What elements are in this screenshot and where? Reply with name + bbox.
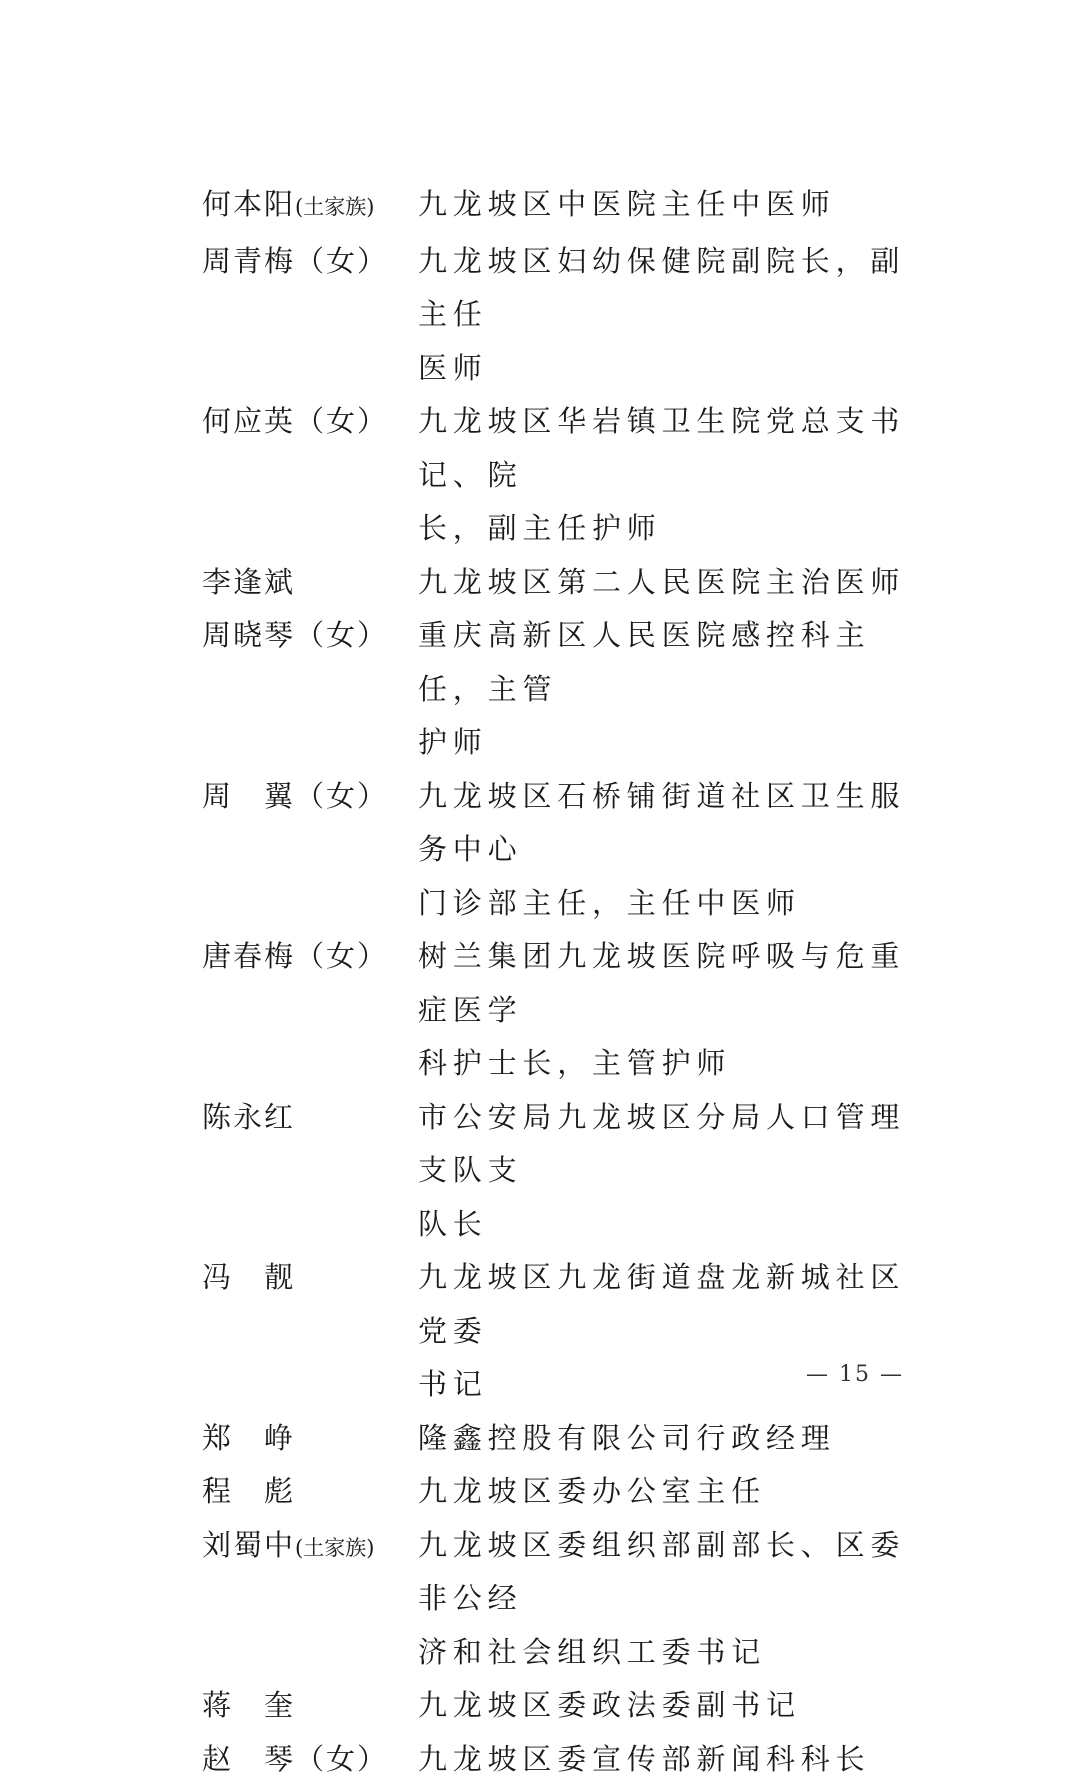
person-position: 市公安局九龙坡区分局人口管理支队支 队长 xyxy=(418,1091,938,1252)
list-item xyxy=(202,1412,942,1466)
list-item xyxy=(202,235,942,396)
ethnicity-note: (土家族) xyxy=(295,195,374,219)
person-position: 九龙坡区委办公室主任 xyxy=(418,1465,938,1519)
person-position: 隆鑫控股有限公司行政经理 xyxy=(418,1412,938,1466)
list-item xyxy=(202,395,942,556)
person-name: 何应英（女） xyxy=(202,395,418,449)
person-name: 程 彪 xyxy=(202,1465,418,1519)
list-item xyxy=(202,1091,942,1252)
person-position: 九龙坡区妇幼保健院副院长，副主任 医师 xyxy=(418,235,938,396)
person-position: 九龙坡区委宣传部新闻科科长 xyxy=(418,1733,938,1786)
list-item xyxy=(202,930,942,1091)
person-name: 刘蜀中(土家族) xyxy=(202,1519,418,1576)
list-item xyxy=(202,609,942,770)
list-item xyxy=(202,770,942,931)
list-item xyxy=(202,1465,942,1519)
person-position: 九龙坡区中医院主任中医师 xyxy=(418,178,938,232)
person-position: 树兰集团九龙坡医院呼吸与危重症医学 科护士长，主管护师 xyxy=(418,930,938,1091)
person-position: 九龙坡区华岩镇卫生院党总支书记、院 长，副主任护师 xyxy=(418,395,938,556)
person-position: 九龙坡区委组织部副部长、区委非公经 济和社会组织工委书记 xyxy=(418,1519,938,1680)
person-position: 九龙坡区石桥铺街道社区卫生服务中心 门诊部主任，主任中医师 xyxy=(418,770,938,931)
person-name: 周 翼（女） xyxy=(202,770,418,824)
person-position: 九龙坡区九龙街道盘龙新城社区党委 书记 xyxy=(418,1251,938,1412)
list-item xyxy=(202,1519,942,1680)
person-position: 重庆高新区人民医院感控科主任，主管 护师 xyxy=(418,609,938,770)
page-number: — 15 — xyxy=(798,1362,912,1387)
person-name: 蒋 奎 xyxy=(202,1679,418,1733)
list-item xyxy=(202,1733,942,1786)
list-item xyxy=(202,178,942,235)
person-position: 九龙坡区委政法委副书记 xyxy=(418,1679,938,1733)
person-name: 冯 靓 xyxy=(202,1251,418,1305)
person-name: 何本阳(土家族) xyxy=(202,178,418,235)
honoree-list xyxy=(202,178,942,1786)
list-item xyxy=(202,1679,942,1733)
person-position: 九龙坡区第二人民医院主治医师 xyxy=(418,556,938,610)
person-name: 郑 峥 xyxy=(202,1412,418,1466)
list-item xyxy=(202,556,942,610)
person-name: 周晓琴（女） xyxy=(202,609,418,663)
ethnicity-note: (土家族) xyxy=(295,1536,374,1560)
person-name: 赵 琴（女） xyxy=(202,1733,418,1786)
person-name: 李逢斌 xyxy=(202,556,418,610)
person-name: 唐春梅（女） xyxy=(202,930,418,984)
list-item xyxy=(202,1251,942,1412)
person-name: 陈永红 xyxy=(202,1091,418,1145)
person-name: 周青梅（女） xyxy=(202,235,418,289)
